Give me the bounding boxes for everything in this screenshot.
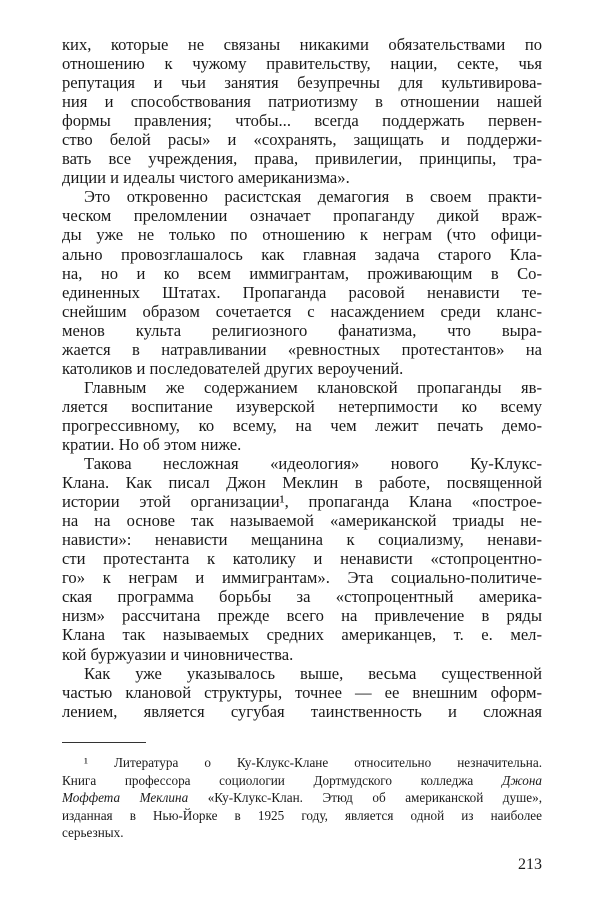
text-line: Главным же содержанием клановской пропаганды яв- xyxy=(84,377,542,397)
footnote-line: изданная в Нью-Йорке в 1925 году, является одной из наиболее xyxy=(62,807,542,823)
text-line: ния и способствования патриотизму в отношении нашей xyxy=(62,92,542,112)
footnote-divider xyxy=(62,742,146,743)
text-line: ляется воспитание изуверской нетерпимости ко всему xyxy=(62,396,542,416)
text-line: ство белой расы» и «сохранять, защищать и поддержи- xyxy=(62,130,542,150)
text-line: лением, является сугубая таинственность и сложная xyxy=(62,701,542,721)
text-line: частью клановой структуры, точнее — ее внешним оформ- xyxy=(62,682,542,702)
footnote-line: серьезных. xyxy=(62,825,124,841)
text-line: ская программа борьбы за «стопроцентный америка- xyxy=(62,587,542,607)
text-line: Клана так называемых средних американцев, т. е. мел- xyxy=(62,625,542,645)
body-text xyxy=(62,35,542,721)
text-line: отношению к чужому правительству, нации, секте, чья xyxy=(62,54,542,74)
text-line: кой буржуазии и чиновничества. xyxy=(62,644,294,664)
footnote-line xyxy=(62,789,542,807)
text-line: Клана. Как писал Джон Меклин в работе, посвященной xyxy=(62,473,542,493)
text-line: единенных Штатах. Пропаганда расовой ненависти те- xyxy=(62,282,542,302)
text-line: вать все учреждения, права, привилегии, принципы, тра- xyxy=(62,149,542,169)
text-line: низм» рассчитана прежде всего на привлечение в ряды xyxy=(62,606,542,626)
footnote-text: «Ку-Клукс-Клан. Этюд об американской душе», xyxy=(188,790,542,806)
text-line: католиков и последователей других вероучений. xyxy=(62,358,404,378)
footnote-text: Книга профессора социологии Дортмудского колледжа xyxy=(62,772,502,788)
text-line: репутация и чьи занятия безупречны для культивирова- xyxy=(62,73,542,93)
text-line: ких, которые не связаны никакими обязательствами по xyxy=(62,35,542,54)
text-line: истории этой организации¹, пропаганда Клана «построе- xyxy=(62,492,542,512)
text-line: диции и идеалы чистого американизма». xyxy=(62,168,350,188)
text-line: ально провозглашалось как главная задача старого Кла- xyxy=(62,244,542,264)
text-line: Это откровенно расистская демагогия в своем практи- xyxy=(84,187,542,207)
text-line: менов культа религиозного фанатизма, что выра- xyxy=(62,320,542,340)
page-number: 213 xyxy=(518,856,542,873)
text-line: сти протестанта к католику и ненависти «стопроцентно- xyxy=(62,549,542,569)
text-line: ческом преломлении означает пропаганду дикой враж- xyxy=(62,206,542,226)
footnote-author: Моффета Меклина xyxy=(62,790,189,806)
text-line: снейшим образом сочетается с насаждением среди кланс- xyxy=(62,301,542,321)
text-line: Такова несложная «идеология» нового Ку-Клукс- xyxy=(84,454,542,474)
footnote-line: ¹ Литература о Ку-Клукс-Клане относительно незначительна. xyxy=(84,755,542,770)
footnote-author: Джона xyxy=(501,772,542,788)
text-line: на на основе так называемой «американской триады не- xyxy=(62,511,542,531)
text-line: кратии. Но об этом ниже. xyxy=(62,434,242,454)
text-line: нависти»: ненависти мещанина к социализму, ненави- xyxy=(62,530,542,550)
text-line: на, но и ко всем иммигрантам, проживающим в Со- xyxy=(62,263,542,283)
footnote-line xyxy=(62,772,542,790)
text-line: прогрессивному, ко всему, на чем лежит печать демо- xyxy=(62,415,542,435)
text-line: го» к неграм и иммигрантам». Эта социально-политиче- xyxy=(62,568,542,588)
text-line: формы правления; чтобы... всегда поддержать первен- xyxy=(62,111,542,131)
text-line: ды уже не только по отношению к неграм (что офици- xyxy=(62,225,542,245)
text-line: жается в натравливании «ревностных протестантов» на xyxy=(62,339,542,359)
footnote xyxy=(62,754,542,842)
text-line: Как уже указывалось выше, весьма существенной xyxy=(84,663,542,683)
